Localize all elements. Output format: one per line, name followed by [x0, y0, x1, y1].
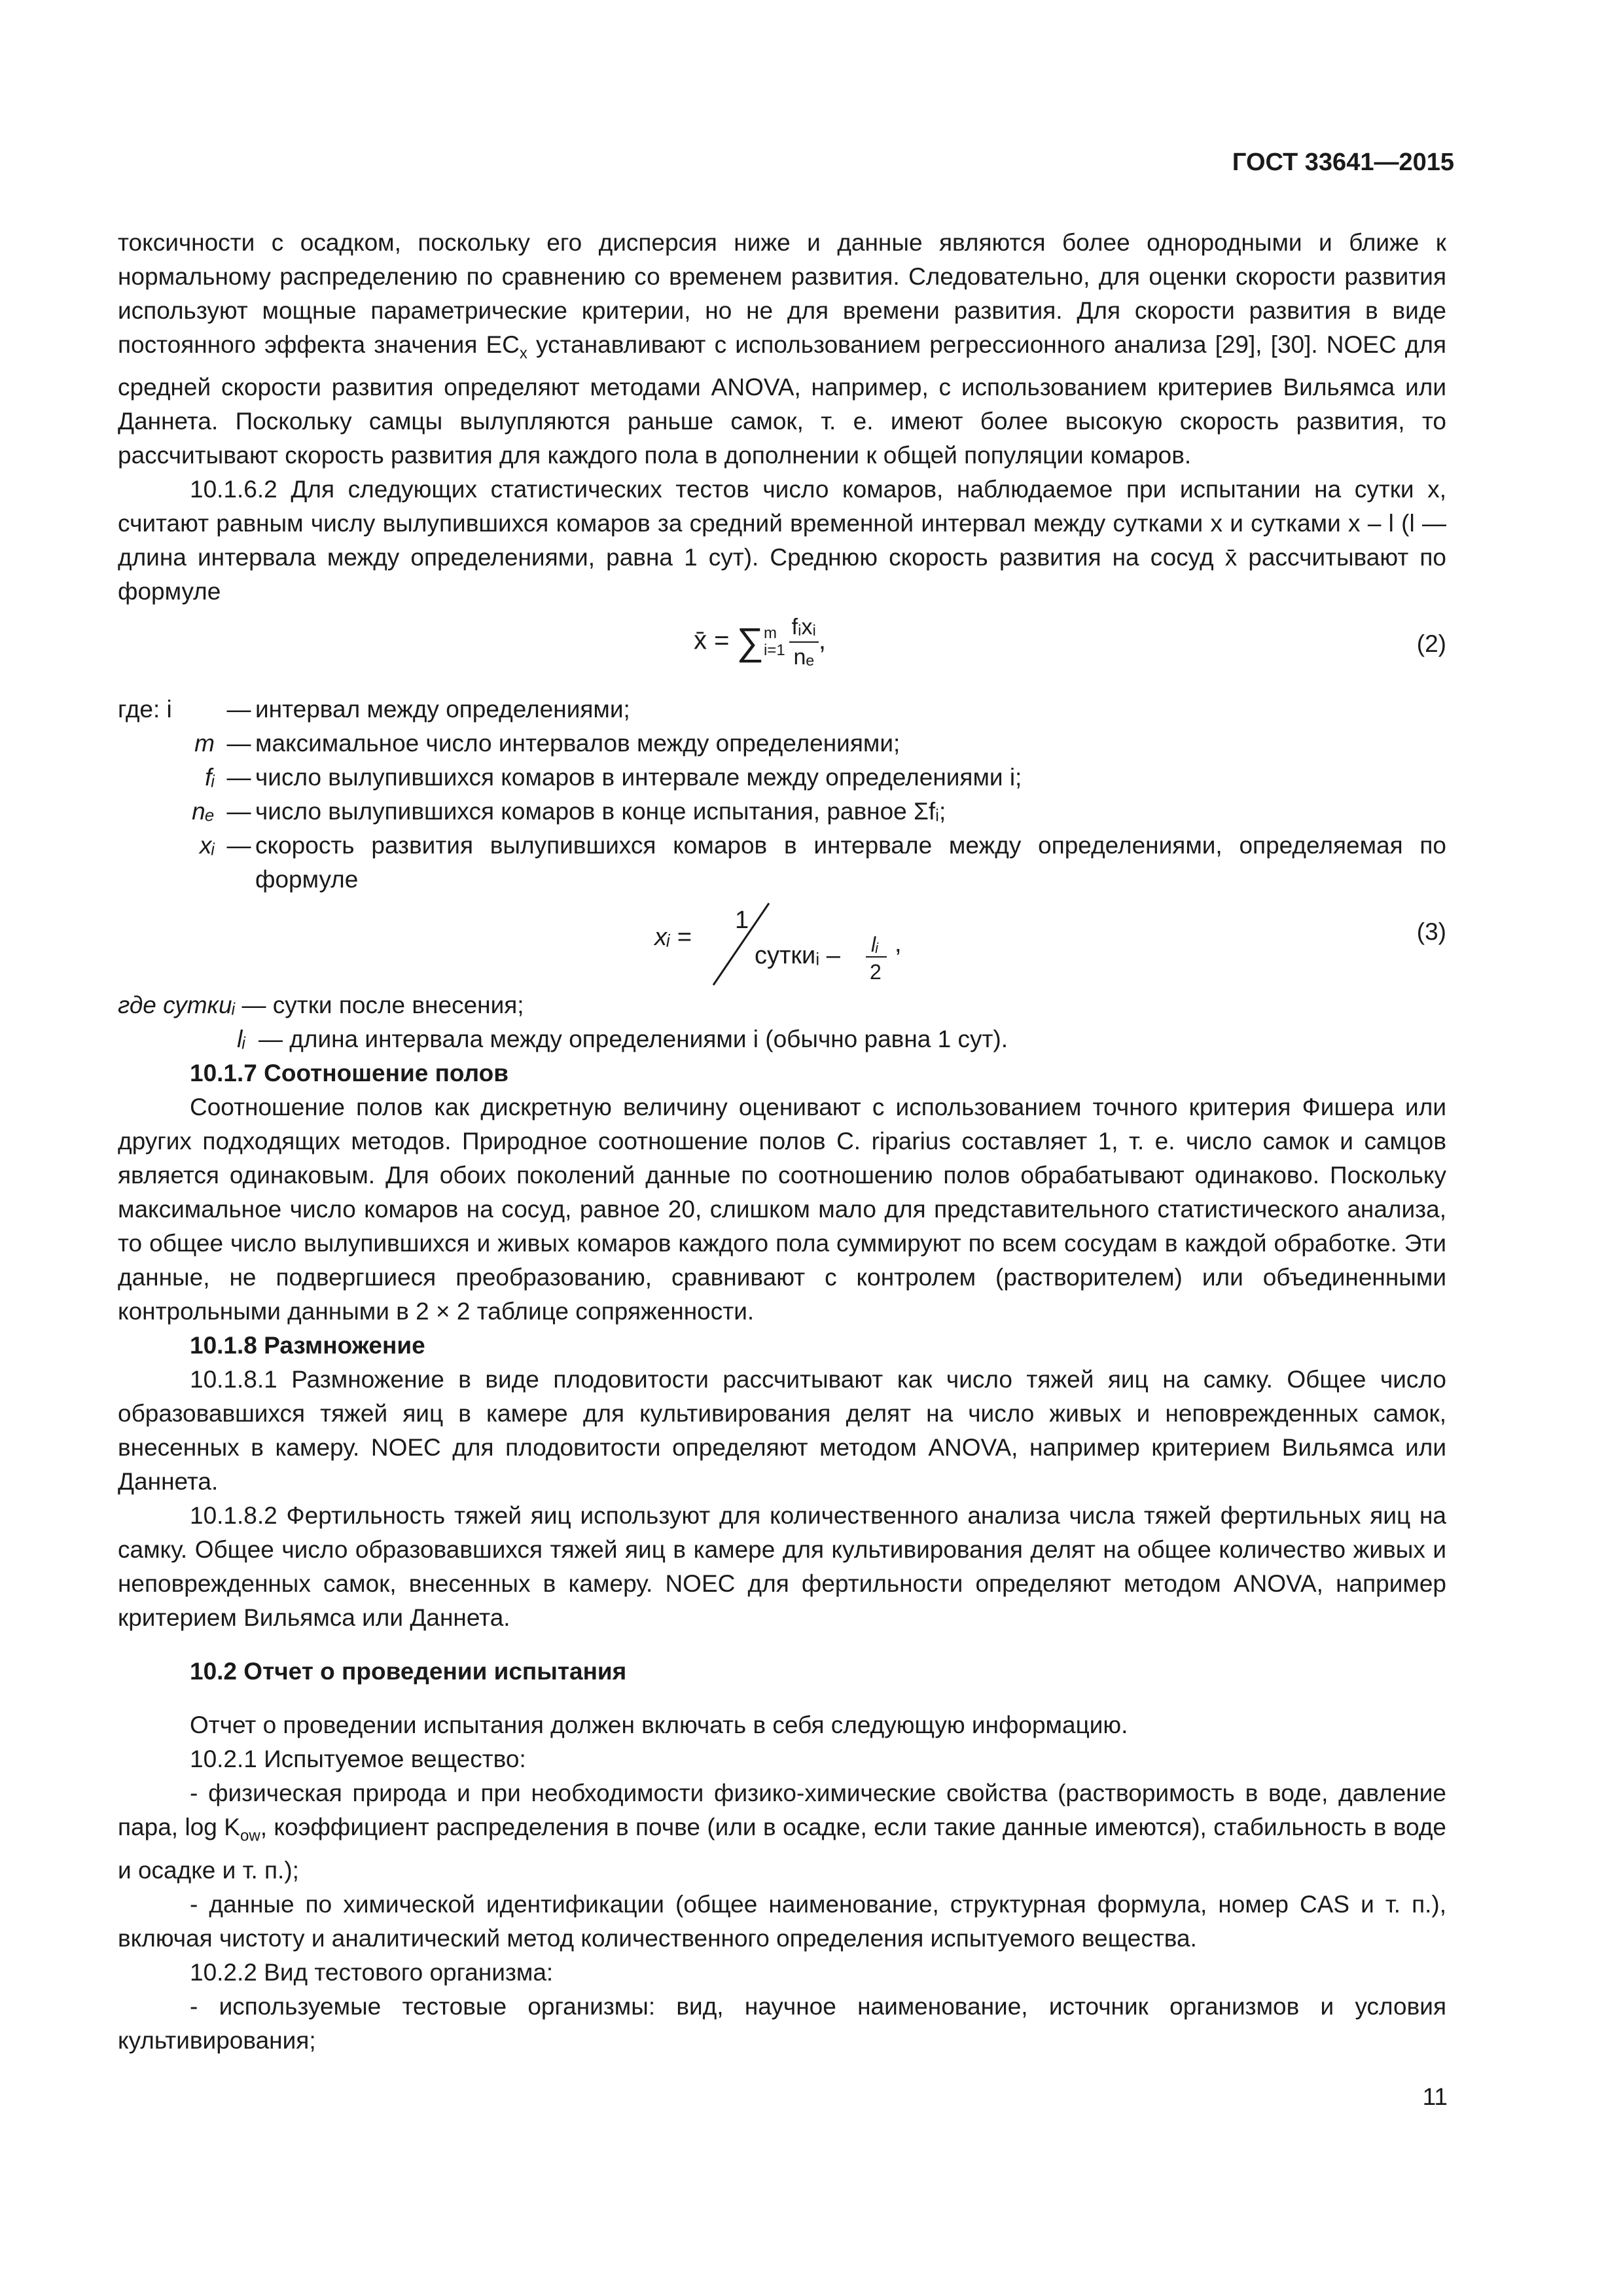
section-heading: 10.1.7 Соотношение полов	[190, 1060, 508, 1087]
list-item	[118, 1776, 1446, 1887]
sum-limits	[764, 625, 785, 659]
definition-dash: —	[226, 730, 251, 757]
formula-2	[118, 609, 1446, 692]
sum-symbol: ∑	[736, 620, 764, 664]
definition-symbol: fᵢ	[205, 764, 215, 791]
definition-item	[118, 761, 1446, 795]
definition-text: скорость развития вылупившихся комаров в интервале между определениями, определяемая по формуле	[255, 832, 1446, 893]
sum-upper: m	[763, 624, 777, 643]
formula-tail: ,	[818, 626, 826, 655]
formula-lhs: x̄ =	[694, 626, 730, 655]
list-text: - физическая природа и при необходимости физико-химические свойства (растворимость в воде, давление пара, log K	[118, 1780, 1446, 1841]
paragraph: 10.1.8.2 Фертильность тяжей яиц используют для количественного анализа числа тяжей фертильных яиц на самку. Общее число образовавшихся тяжей яиц в камере для культивирования делят на общее количество живых и неповрежденных самок, внесенных в камеру. NOEC для фертильности определяют методом ANOVA, например критерием Вильямса или Даннета.	[118, 1502, 1446, 1632]
inner-numerator: lᵢ	[871, 933, 879, 957]
list-item: - используемые тестовые организмы: вид, научное наименование, источник организмов и условия культивирования;	[118, 1992, 1446, 2054]
section-heading: 10.2 Отчет о проведении испытания	[190, 1658, 627, 1685]
document-body	[118, 226, 1446, 2058]
fraction-denominator: nₑ	[793, 645, 815, 670]
formula-number: (2)	[1416, 630, 1446, 658]
sum-lower: i=1	[763, 641, 785, 660]
definition-dash: —	[226, 696, 251, 723]
definition-dash: —	[226, 832, 251, 859]
formula-3	[118, 897, 1446, 988]
paragraph	[118, 226, 1446, 473]
paragraph-text: устанавливают с использованием регрессионного анализа [29], [30]. NOEC для средней скорости развития определяют методами ANOVA, например, с использованием критериев Вильямса или Даннета. Поскольку самцы вылупляются раньше самок, т. е. имеют более высокую скорость развития, то рассчитывают скорость развития для каждого пола в дополнении к общей популяции комаров.	[118, 331, 1446, 469]
definition-text: число вылупившихся комаров в конце испытания, равное Σfᵢ;	[255, 798, 946, 825]
list-item: - данные по химической идентификации (общее наименование, структурная формула, номер CAS и т. п.), включая чистоту и аналитический метод количественного определения испытуемого вещества.	[118, 1890, 1446, 1952]
definition-item	[118, 988, 1446, 1022]
definition-item	[118, 692, 1446, 726]
definition-item	[118, 1022, 1446, 1056]
formula-lhs: xᵢ =	[654, 924, 692, 952]
definition-symbol: lᵢ	[237, 1026, 245, 1053]
definition-symbol: xᵢ	[199, 832, 215, 859]
paragraph: 10.2.1 Испытуемое вещество:	[190, 1746, 526, 1773]
definitions-list	[118, 692, 1446, 897]
document-code: ГОСТ 33641—2015	[1232, 149, 1454, 176]
definition-text: — сутки после внесения;	[241, 992, 524, 1019]
definition-symbol: nₑ	[192, 798, 215, 825]
paragraph-text: токсичности с осадком, поскольку его дисперсия ниже и данные являются более однородными и ближе к нормальному распределению по сравнению со временем развития. Следовательно, для оценки скорости развития используют мощные параметрические критерии, но не для времени развития. Для скорости развития в виде постоянного эффекта значения EC	[118, 229, 1446, 358]
fraction-denominator: суткиᵢ –	[755, 942, 840, 970]
slash-fraction	[710, 897, 985, 988]
section-heading: 10.1.8 Размножение	[190, 1332, 425, 1359]
fraction-numerator: 1	[735, 906, 749, 935]
list-text: , коэффициент распределения в почве (или в осадке, если такие данные имеются), стабильность в воде и осадке и т. п.);	[118, 1814, 1446, 1884]
definition-dash: —	[226, 764, 251, 791]
definition-symbol: m	[194, 730, 215, 757]
subscript: ow	[240, 1827, 260, 1845]
definition-text: интервал между определениями;	[255, 696, 630, 723]
page-number: 11	[1422, 2083, 1448, 2110]
definition-symbol: где: i	[118, 696, 172, 723]
paragraph: 10.1.8.1 Размножение в виде плодовитости рассчитывают как число тяжей яиц на самку. Общее число образовавшихся тяжей яиц в камере для культивирования делят на число живых и неповрежденных самок, внесенных в камеру. NOEC для плодовитости определяют методом ANOVA, например критерием Вильямса или Даннета.	[118, 1366, 1446, 1496]
inner-denominator: 2	[870, 960, 882, 984]
fraction	[789, 613, 819, 672]
formula-expression	[694, 613, 826, 672]
definition-dash: —	[226, 798, 251, 825]
definition-text: — длина интервала между определениями i (обычно равна 1 сут).	[259, 1026, 1008, 1053]
definition-symbol: где суткиᵢ	[118, 992, 236, 1019]
formula-tail: ,	[895, 930, 902, 958]
formula-number: (3)	[1416, 918, 1446, 946]
paragraph: 10.1.6.2 Для следующих статистических тестов число комаров, наблюдаемое при испытании на сутки x, считают равным числу вылупившихся комаров за средний временной интервал между сутками x и сутками x – l (l — длина интервала между определениями, равна 1 сут). Среднюю скорость развития на сосуд x̄ рассчитывают по формуле	[118, 476, 1446, 605]
definition-item	[118, 829, 1446, 897]
fraction-numerator: fᵢxᵢ	[789, 613, 819, 643]
paragraph: Отчет о проведении испытания должен включать в себя следующую информацию.	[190, 1712, 1128, 1739]
paragraph: Соотношение полов как дискретную величину оценивают с использованием точного критерия Фишера или других подходящих методов. Природное соотношение полов C. riparius составляет 1, т. е. число самок и самцов является одинаковым. Для обоих поколений данные по соотношению полов обрабатывают одинаково. Поскольку максимальное число комаров на сосуд, равное 20, слишком мало для представительного статистического анализа, то общее число вылупившихся и живых комаров каждого пола суммируют по всем сосудам в каждой обработке. Эти данные, не подвергшиеся преобразованию, сравнивают с контролем (растворителем) или объединенными контрольными данными в 2 × 2 таблице сопряженности.	[118, 1094, 1446, 1325]
paragraph: 10.2.2 Вид тестового организма:	[190, 1958, 554, 1986]
definition-text: число вылупившихся комаров в интервале между определениями i;	[255, 764, 1022, 791]
subscript: x	[519, 344, 527, 363]
definition-item	[118, 726, 1446, 761]
definition-text: максимальное число интервалов между определениями;	[255, 730, 901, 757]
definition-item	[118, 795, 1446, 829]
